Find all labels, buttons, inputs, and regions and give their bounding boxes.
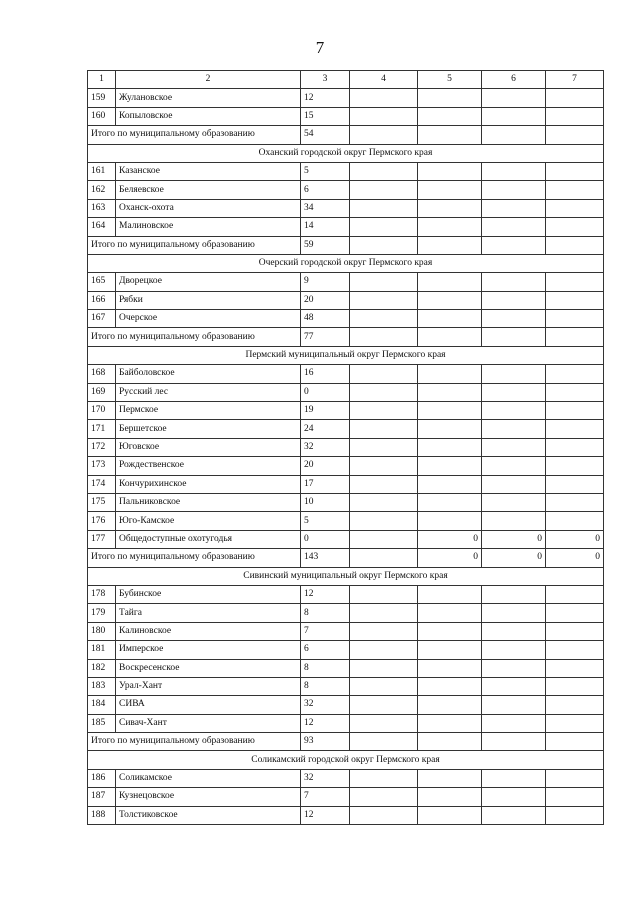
row-number: 186 xyxy=(88,769,116,787)
value-cell xyxy=(482,512,546,530)
value-cell xyxy=(418,181,482,199)
section-row xyxy=(88,567,604,585)
total-cell xyxy=(482,733,546,751)
value-cell xyxy=(418,641,482,659)
area-name: Пальниковское xyxy=(116,493,301,511)
row-number: 185 xyxy=(88,714,116,732)
value-cell: 19 xyxy=(301,402,350,420)
table-row xyxy=(88,218,604,236)
value-cell xyxy=(482,457,546,475)
value-cell xyxy=(418,199,482,217)
table-row xyxy=(88,493,604,511)
table-row xyxy=(88,420,604,438)
value-cell xyxy=(546,493,604,511)
value-cell xyxy=(350,512,418,530)
total-cell xyxy=(418,236,482,254)
value-cell xyxy=(418,162,482,180)
total-cell xyxy=(350,733,418,751)
value-cell: 32 xyxy=(301,438,350,456)
row-number: 164 xyxy=(88,218,116,236)
value-cell xyxy=(418,218,482,236)
total-cell: 0 xyxy=(482,549,546,567)
value-cell: 32 xyxy=(301,696,350,714)
value-cell xyxy=(418,89,482,107)
row-number: 162 xyxy=(88,181,116,199)
value-cell: 5 xyxy=(301,162,350,180)
area-name: Беляевское xyxy=(116,181,301,199)
total-cell xyxy=(546,126,604,144)
row-number: 160 xyxy=(88,107,116,125)
value-cell xyxy=(350,714,418,732)
value-cell: 9 xyxy=(301,273,350,291)
value-cell xyxy=(418,677,482,695)
row-number: 176 xyxy=(88,512,116,530)
value-cell xyxy=(482,310,546,328)
section-row xyxy=(88,254,604,272)
value-cell xyxy=(546,162,604,180)
total-cell xyxy=(418,126,482,144)
value-cell xyxy=(546,199,604,217)
row-number: 182 xyxy=(88,659,116,677)
value-cell: 10 xyxy=(301,493,350,511)
value-cell xyxy=(482,365,546,383)
total-cell xyxy=(482,236,546,254)
value-cell xyxy=(546,714,604,732)
total-row xyxy=(88,549,604,567)
header-cell: 1 xyxy=(88,71,116,89)
value-cell: 15 xyxy=(301,107,350,125)
table-row xyxy=(88,696,604,714)
total-row xyxy=(88,733,604,751)
value-cell: 6 xyxy=(301,641,350,659)
value-cell xyxy=(418,365,482,383)
value-cell xyxy=(482,475,546,493)
area-name: СИВА xyxy=(116,696,301,714)
value-cell xyxy=(546,457,604,475)
value-cell xyxy=(418,420,482,438)
value-cell xyxy=(482,383,546,401)
area-name: Кузнецовское xyxy=(116,788,301,806)
area-name: Воскресенское xyxy=(116,659,301,677)
value-cell xyxy=(482,769,546,787)
value-cell: 8 xyxy=(301,677,350,695)
section-row xyxy=(88,751,604,769)
table-row xyxy=(88,310,604,328)
value-cell: 0 xyxy=(301,383,350,401)
value-cell xyxy=(482,493,546,511)
area-name: Юговское xyxy=(116,438,301,456)
total-cell: 0 xyxy=(546,549,604,567)
table-row xyxy=(88,402,604,420)
row-number: 180 xyxy=(88,622,116,640)
row-number: 174 xyxy=(88,475,116,493)
section-row xyxy=(88,346,604,364)
value-cell xyxy=(418,604,482,622)
value-cell xyxy=(546,696,604,714)
row-number: 165 xyxy=(88,273,116,291)
total-row xyxy=(88,328,604,346)
area-name: Бубинское xyxy=(116,585,301,603)
value-cell xyxy=(350,788,418,806)
header-cell: 7 xyxy=(546,71,604,89)
value-cell: 48 xyxy=(301,310,350,328)
value-cell xyxy=(546,291,604,309)
header-cell: 4 xyxy=(350,71,418,89)
value-cell xyxy=(418,107,482,125)
total-label: Итого по муниципальному образованию xyxy=(88,126,301,144)
area-name: Юго-Камское xyxy=(116,512,301,530)
value-cell xyxy=(350,457,418,475)
value-cell xyxy=(546,273,604,291)
value-cell: 6 xyxy=(301,181,350,199)
value-cell xyxy=(482,677,546,695)
value-cell: 7 xyxy=(301,788,350,806)
value-cell xyxy=(418,714,482,732)
value-cell xyxy=(350,162,418,180)
section-row xyxy=(88,144,604,162)
value-cell: 8 xyxy=(301,604,350,622)
value-cell xyxy=(418,310,482,328)
value-cell xyxy=(350,641,418,659)
area-name: Казанское xyxy=(116,162,301,180)
value-cell xyxy=(546,218,604,236)
value-cell xyxy=(482,273,546,291)
table-row xyxy=(88,677,604,695)
table-row xyxy=(88,438,604,456)
value-cell xyxy=(418,696,482,714)
total-cell xyxy=(350,236,418,254)
table-row xyxy=(88,365,604,383)
total-label: Итого по муниципальному образованию xyxy=(88,549,301,567)
value-cell xyxy=(350,310,418,328)
row-number: 167 xyxy=(88,310,116,328)
row-number: 175 xyxy=(88,493,116,511)
total-cell xyxy=(546,328,604,346)
table-row xyxy=(88,530,604,548)
area-name: Рождественское xyxy=(116,457,301,475)
row-number: 171 xyxy=(88,420,116,438)
value-cell xyxy=(418,438,482,456)
table-row xyxy=(88,89,604,107)
value-cell xyxy=(350,383,418,401)
value-cell xyxy=(350,530,418,548)
value-cell xyxy=(350,475,418,493)
value-cell xyxy=(482,107,546,125)
value-cell xyxy=(546,89,604,107)
value-cell xyxy=(482,89,546,107)
value-cell xyxy=(418,622,482,640)
area-name: Копыловское xyxy=(116,107,301,125)
total-cell xyxy=(350,328,418,346)
total-row xyxy=(88,126,604,144)
value-cell: 24 xyxy=(301,420,350,438)
row-number: 170 xyxy=(88,402,116,420)
value-cell xyxy=(546,365,604,383)
area-name: Оханск-охота xyxy=(116,199,301,217)
value-cell xyxy=(350,199,418,217)
value-cell: 12 xyxy=(301,89,350,107)
total-cell xyxy=(546,236,604,254)
value-cell xyxy=(482,218,546,236)
value-cell xyxy=(418,806,482,824)
value-cell xyxy=(546,475,604,493)
section-title: Сивинский муниципальный округ Пермского края xyxy=(88,567,604,585)
table-row xyxy=(88,107,604,125)
area-name: Урал-Хант xyxy=(116,677,301,695)
total-cell: 0 xyxy=(418,549,482,567)
value-cell: 8 xyxy=(301,659,350,677)
value-cell xyxy=(418,291,482,309)
row-number: 169 xyxy=(88,383,116,401)
total-cell: 143 xyxy=(301,549,350,567)
table-row xyxy=(88,622,604,640)
value-cell xyxy=(350,273,418,291)
value-cell xyxy=(546,420,604,438)
table-row xyxy=(88,806,604,824)
value-cell: 5 xyxy=(301,512,350,530)
total-cell: 54 xyxy=(301,126,350,144)
row-number: 166 xyxy=(88,291,116,309)
value-cell xyxy=(350,622,418,640)
table-row xyxy=(88,273,604,291)
value-cell xyxy=(482,604,546,622)
total-cell xyxy=(418,733,482,751)
value-cell xyxy=(418,585,482,603)
value-cell xyxy=(546,604,604,622)
row-number: 161 xyxy=(88,162,116,180)
value-cell xyxy=(350,659,418,677)
value-cell xyxy=(350,107,418,125)
value-cell xyxy=(546,438,604,456)
value-cell xyxy=(350,585,418,603)
table-row xyxy=(88,291,604,309)
value-cell xyxy=(546,788,604,806)
value-cell xyxy=(482,641,546,659)
value-cell xyxy=(546,641,604,659)
value-cell xyxy=(546,769,604,787)
area-name: Малиновское xyxy=(116,218,301,236)
area-name: Бершетское xyxy=(116,420,301,438)
value-cell xyxy=(482,696,546,714)
value-cell xyxy=(418,512,482,530)
area-name: Жулановское xyxy=(116,89,301,107)
value-cell: 0 xyxy=(418,530,482,548)
area-name: Соликамское xyxy=(116,769,301,787)
table-row xyxy=(88,659,604,677)
value-cell: 34 xyxy=(301,199,350,217)
value-cell: 14 xyxy=(301,218,350,236)
value-cell xyxy=(546,107,604,125)
table-row xyxy=(88,199,604,217)
value-cell: 0 xyxy=(482,530,546,548)
value-cell xyxy=(418,493,482,511)
header-cell: 5 xyxy=(418,71,482,89)
table-row xyxy=(88,181,604,199)
value-cell xyxy=(418,273,482,291)
row-number: 184 xyxy=(88,696,116,714)
value-cell xyxy=(350,769,418,787)
value-cell: 7 xyxy=(301,622,350,640)
area-name: Байболовское xyxy=(116,365,301,383)
total-label: Итого по муниципальному образованию xyxy=(88,236,301,254)
value-cell xyxy=(482,714,546,732)
value-cell xyxy=(350,493,418,511)
header-cell: 3 xyxy=(301,71,350,89)
total-cell xyxy=(350,126,418,144)
value-cell xyxy=(482,291,546,309)
row-number: 159 xyxy=(88,89,116,107)
table-row xyxy=(88,788,604,806)
value-cell xyxy=(482,806,546,824)
value-cell xyxy=(482,181,546,199)
value-cell xyxy=(350,89,418,107)
area-name: Кончурихинское xyxy=(116,475,301,493)
value-cell: 17 xyxy=(301,475,350,493)
value-cell xyxy=(350,420,418,438)
total-label: Итого по муниципальному образованию xyxy=(88,733,301,751)
value-cell xyxy=(482,162,546,180)
value-cell xyxy=(546,585,604,603)
data-table xyxy=(87,70,604,825)
total-cell xyxy=(482,328,546,346)
section-title: Оханский городской округ Пермского края xyxy=(88,144,604,162)
total-cell: 59 xyxy=(301,236,350,254)
row-number: 172 xyxy=(88,438,116,456)
table-row xyxy=(88,769,604,787)
row-number: 187 xyxy=(88,788,116,806)
value-cell xyxy=(482,402,546,420)
value-cell xyxy=(350,677,418,695)
value-cell: 12 xyxy=(301,714,350,732)
table-row xyxy=(88,383,604,401)
value-cell xyxy=(418,769,482,787)
value-cell xyxy=(350,604,418,622)
table-row xyxy=(88,714,604,732)
total-cell: 93 xyxy=(301,733,350,751)
value-cell: 20 xyxy=(301,291,350,309)
value-cell: 16 xyxy=(301,365,350,383)
table-row xyxy=(88,512,604,530)
value-cell xyxy=(350,365,418,383)
table-row xyxy=(88,162,604,180)
total-cell: 77 xyxy=(301,328,350,346)
row-number: 188 xyxy=(88,806,116,824)
header-cell: 6 xyxy=(482,71,546,89)
value-cell xyxy=(546,659,604,677)
value-cell xyxy=(418,383,482,401)
total-label: Итого по муниципальному образованию xyxy=(88,328,301,346)
section-title: Пермский муниципальный округ Пермского края xyxy=(88,346,604,364)
value-cell xyxy=(482,585,546,603)
value-cell: 12 xyxy=(301,585,350,603)
area-name: Русский лес xyxy=(116,383,301,401)
value-cell xyxy=(546,181,604,199)
table-row xyxy=(88,641,604,659)
value-cell xyxy=(482,438,546,456)
value-cell xyxy=(546,383,604,401)
page-number: 7 xyxy=(315,38,325,57)
area-name: Рябки xyxy=(116,291,301,309)
value-cell: 20 xyxy=(301,457,350,475)
table-row xyxy=(88,585,604,603)
value-cell: 12 xyxy=(301,806,350,824)
value-cell xyxy=(482,199,546,217)
area-name: Дворецкое xyxy=(116,273,301,291)
total-cell xyxy=(482,126,546,144)
row-number: 173 xyxy=(88,457,116,475)
area-name: Имперское xyxy=(116,641,301,659)
value-cell xyxy=(546,677,604,695)
table-row xyxy=(88,457,604,475)
value-cell xyxy=(350,402,418,420)
value-cell xyxy=(350,696,418,714)
value-cell xyxy=(350,291,418,309)
row-number: 181 xyxy=(88,641,116,659)
section-title: Очерский городской округ Пермского края xyxy=(88,254,604,272)
row-number: 168 xyxy=(88,365,116,383)
section-title: Соликамский городской округ Пермского края xyxy=(88,751,604,769)
value-cell xyxy=(482,788,546,806)
value-cell xyxy=(350,806,418,824)
value-cell xyxy=(546,402,604,420)
total-cell xyxy=(418,328,482,346)
value-cell xyxy=(418,788,482,806)
table-row xyxy=(88,604,604,622)
value-cell xyxy=(418,402,482,420)
header-row xyxy=(88,71,604,89)
total-cell xyxy=(350,549,418,567)
area-name: Калиновское xyxy=(116,622,301,640)
value-cell: 32 xyxy=(301,769,350,787)
value-cell xyxy=(418,457,482,475)
row-number: 177 xyxy=(88,530,116,548)
header-cell: 2 xyxy=(116,71,301,89)
area-name: Сивач-Хант xyxy=(116,714,301,732)
row-number: 163 xyxy=(88,199,116,217)
table-row xyxy=(88,475,604,493)
value-cell xyxy=(350,181,418,199)
value-cell xyxy=(546,806,604,824)
value-cell xyxy=(546,512,604,530)
total-cell xyxy=(546,733,604,751)
area-name: Пермское xyxy=(116,402,301,420)
value-cell: 0 xyxy=(301,530,350,548)
value-cell xyxy=(546,622,604,640)
row-number: 178 xyxy=(88,585,116,603)
value-cell xyxy=(546,310,604,328)
row-number: 183 xyxy=(88,677,116,695)
value-cell xyxy=(482,420,546,438)
value-cell xyxy=(350,438,418,456)
value-cell xyxy=(482,659,546,677)
area-name: Общедоступные охотугодья xyxy=(116,530,301,548)
value-cell xyxy=(418,659,482,677)
area-name: Тайга xyxy=(116,604,301,622)
total-row xyxy=(88,236,604,254)
value-cell: 0 xyxy=(546,530,604,548)
value-cell xyxy=(482,622,546,640)
row-number: 179 xyxy=(88,604,116,622)
area-name: Очерское xyxy=(116,310,301,328)
value-cell xyxy=(350,218,418,236)
area-name: Толстиковское xyxy=(116,806,301,824)
value-cell xyxy=(418,475,482,493)
